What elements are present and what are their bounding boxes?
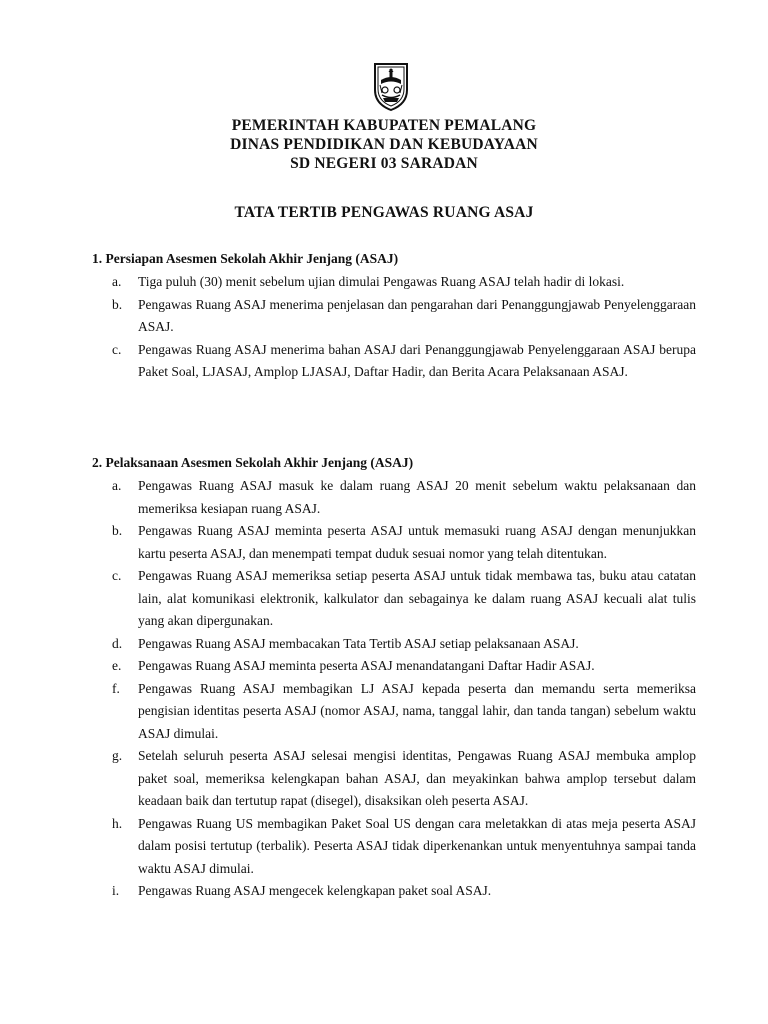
letterhead-government: PEMERINTAH KABUPATEN PEMALANG [231,117,537,134]
list-item-text: Pengawas Ruang ASAJ mengecek kelengkapan paket soal ASAJ. [138,883,492,898]
list-item [92,520,696,565]
list-item-text: Tiga puluh (30) menit sebelum ujian dimulai Pengawas Ruang ASAJ telah hadir di lokasi. [138,274,625,289]
list-item-text: Pengawas Ruang US membagikan Paket Soal US dengan cara meletakkan di atas meja peserta ASAJ dalam posisi tertutup (terbalik). Peserta ASAJ tidak diperkenankan untuk menyentuhnya sampai tanda waktu ASAJ dimulai. [138,815,696,876]
document-title: TATA TERTIB PENGAWAS RUANG ASAJ [234,204,534,221]
list-item-text: Pengawas Ruang ASAJ membacakan Tata Tertib ASAJ setiap pelaksanaan ASAJ. [138,635,579,651]
list-item-text: Pengawas Ruang ASAJ memeriksa setiap peserta ASAJ untuk tidak membawa tas, buku atau catatan lain, alat komunikasi elektronik, kalkulator dan sebagainya ke dalam ruang ASAJ kecuali alat tulis yang akan dipergunakan. [138,568,696,628]
section-heading: 2. Pelaksanaan Asesmen Sekolah Akhir Jenjang (ASAJ) [92,455,414,470]
list-marker: i. [112,883,120,898]
regency-emblem-icon [369,60,413,112]
list-item-text: Pengawas Ruang ASAJ meminta peserta ASAJ untuk memasuki ruang ASAJ dengan menunjukkan kartu peserta ASAJ, dan menempati tempat duduk sesuai nomor yang telah ditentukan. [138,523,696,561]
section-heading: 1. Persiapan Asesmen Sekolah Akhir Jenjang (ASAJ) [92,251,399,266]
list-marker: f. [112,680,120,696]
list-item-text: Pengawas Ruang ASAJ masuk ke dalam ruang ASAJ 20 menit sebelum waktu pelaksanaan dan memeriksa kesiapan ruang ASAJ. [138,478,696,516]
list-item [92,655,696,678]
list-item [92,294,696,339]
list-item [92,271,696,294]
list-marker: g. [112,748,123,763]
list-marker: a. [112,478,122,493]
list-marker: b. [112,296,123,312]
letterhead-department: DINAS PENDIDIKAN DAN KEBUDAYAAN [230,136,538,153]
list-item-text: Pengawas Ruang ASAJ menerima bahan ASAJ dari Penanggungjawab Penyelenggaraan ASAJ berupa Paket Soal, LJASAJ, Amplop LJASAJ, Daftar Hadir, dan Berita Acara Pelaksanaan ASAJ. [138,341,696,379]
list-marker: b. [112,523,123,538]
list-item [92,633,696,656]
list-item [92,880,696,903]
list-item [92,678,696,746]
letterhead [0,116,768,173]
list-item-text: Setelah seluruh peserta ASAJ selesai mengisi identitas, Pengawas Ruang ASAJ membuka amplop paket soal, memeriksa kelengkapan bahan ASAJ, dan meyakinkan bahwa amplop tersebut dalam keadaan baik dan tertutup rapat (disegel), disaksikan oleh peserta ASAJ. [138,748,696,808]
list-item [92,339,696,384]
list-item-text: Pengawas Ruang ASAJ meminta peserta ASAJ menandatangani Daftar Hadir ASAJ. [138,658,595,673]
list-item [92,475,696,520]
list-item [92,565,696,633]
list-item [92,813,696,881]
list-marker: c. [112,341,122,357]
list-marker: e. [112,658,122,673]
list-marker: c. [112,568,122,583]
list-marker: d. [112,635,123,651]
list-item-text: Pengawas Ruang ASAJ menerima penjelasan dan pengarahan dari Penanggungjawab Penyelenggaraan ASAJ. [138,296,696,334]
section-implementation [92,454,696,903]
letterhead-school: SD NEGERI 03 SARADAN [290,155,478,172]
list-item-text: Pengawas Ruang ASAJ membagikan LJ ASAJ kepada peserta dan memandu serta memeriksa pengisian identitas peserta ASAJ (nomor ASAJ, nama, tanggal lahir, dan tanda tangan) sebelum waktu ASAJ dimulai. [138,680,696,741]
section-preparation [92,250,696,384]
list-marker: h. [112,815,123,831]
list-item [92,745,696,813]
list-marker: a. [112,274,122,289]
